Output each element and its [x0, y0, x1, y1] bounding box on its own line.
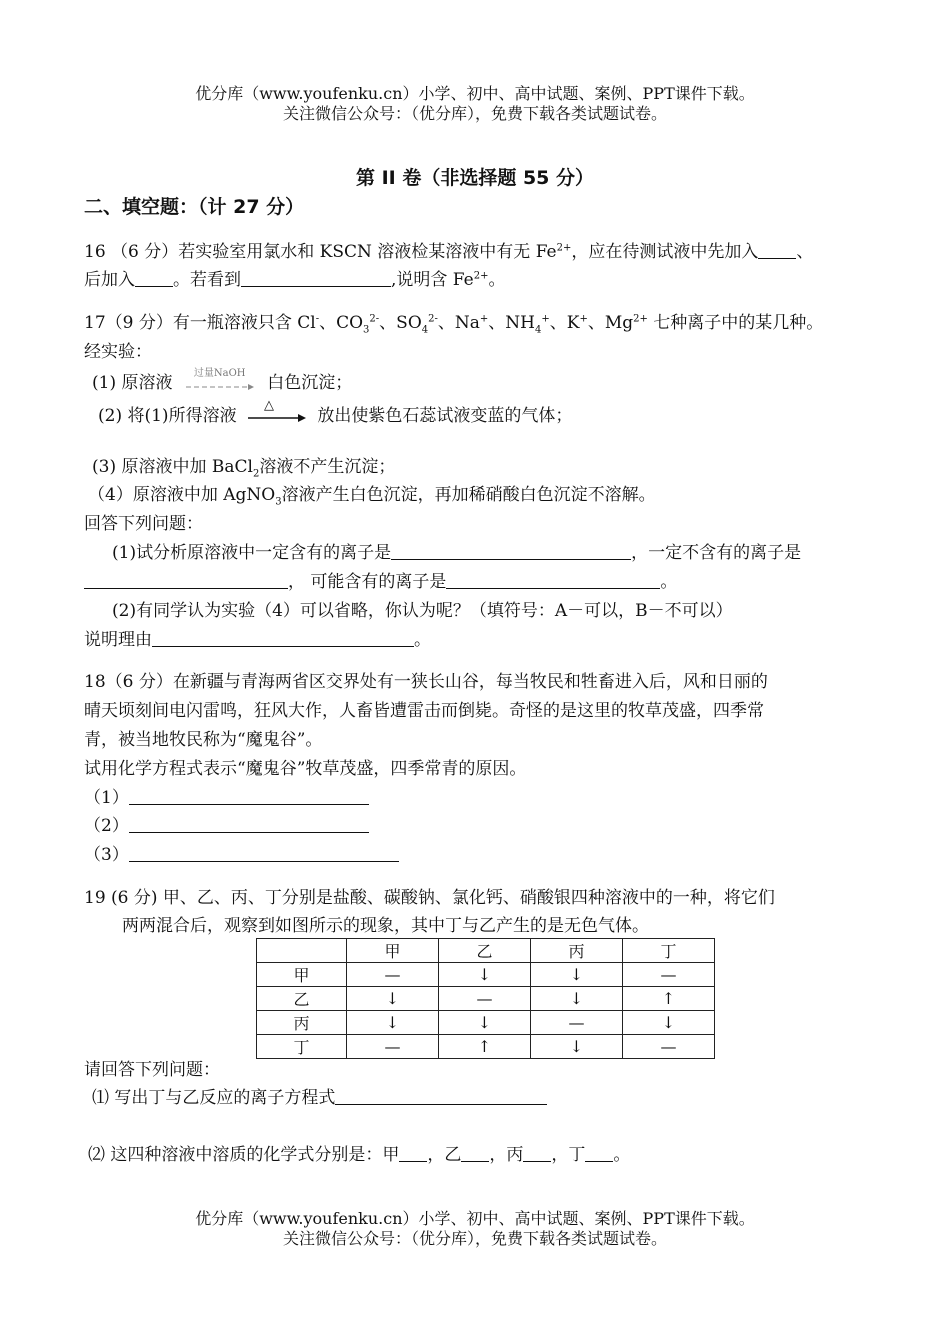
table-row [257, 1011, 715, 1035]
q18-blank-2[interactable] [129, 814, 369, 833]
q19-blank-ding[interactable] [585, 1143, 613, 1162]
q18-blank-1[interactable] [129, 786, 369, 805]
q17-experiment-1: (1) 原溶液 过量NaOH 白色沉淀； [92, 371, 352, 396]
q16-line-1: 16 （6 分）若实验室用氯水和 KSCN 溶液检某溶液中有无 $Fe^{2+}$，应在待测试液中先加入 、 [84, 242, 814, 262]
table-cell: ↑ [439, 1035, 531, 1059]
table-cell: 丁 [257, 1035, 347, 1059]
table-cell: 甲 [257, 963, 347, 987]
table-header-row [257, 939, 715, 963]
table-cell: ↓ [439, 963, 531, 987]
table-cell: ↑ [623, 987, 715, 1011]
table-header-cell: 甲 [347, 939, 439, 963]
q19-blank-jia[interactable] [399, 1143, 427, 1162]
table-cell: — [531, 1011, 623, 1035]
table-cell: ↓ [347, 1011, 439, 1035]
table-header-cell: 丁 [623, 939, 715, 963]
q18-line-3: 青，被当地牧民称为“魔鬼谷”。 [84, 730, 323, 750]
table-cell: — [439, 987, 531, 1011]
q19-blank-yi[interactable] [461, 1143, 489, 1162]
q17-blank-present[interactable] [391, 541, 631, 560]
q17-blank-absent[interactable] [84, 570, 288, 589]
q17-ask: 回答下列问题： [84, 514, 203, 534]
q18-answer-1: （1） [84, 786, 369, 810]
q17-part-1: (1)试分析原溶液中一定含有的离子是 ，一定不含有的离子是 [112, 543, 802, 563]
q17-experiment-2: (2) 将(1)所得溶液 △ 放出使紫色石蕊试液变蓝的气体； [98, 404, 572, 429]
table-cell: ↓ [439, 1011, 531, 1035]
q19-line-1: 19 (6 分) 甲、乙、丙、丁分别是盐酸、碳酸钠、氯化钙、硝酸银四种溶液中的一种，将它们 [84, 888, 775, 908]
q17-blank-possible[interactable] [446, 570, 660, 589]
q18-line-4: 试用化学方程式表示“魔鬼谷”牧草茂盛，四季常青的原因。 [84, 759, 527, 779]
table-row [257, 987, 715, 1011]
table-header-cell: 丙 [531, 939, 623, 963]
naoh-arrow-icon: 过量NaOH [184, 372, 256, 396]
q17-blank-reason[interactable] [152, 628, 414, 647]
q16-blank-second[interactable] [135, 268, 173, 287]
table-cell: ↓ [531, 963, 623, 987]
part-title: 第 II 卷（非选择题 55 分） [355, 167, 595, 189]
table-cell: ↓ [623, 1011, 715, 1035]
q19-blank-bing[interactable] [523, 1143, 551, 1162]
section-title: 二、填空题：（计 27 分） [84, 196, 305, 218]
table-cell: — [623, 1035, 715, 1059]
q19-part-1: ⑴ 写出丁与乙反应的离子方程式 [92, 1086, 547, 1110]
table-cell: — [347, 1035, 439, 1059]
table-cell: ↓ [531, 987, 623, 1011]
table-cell: ↓ [531, 1035, 623, 1059]
q17-experiment-4: （4）原溶液中加 AgNO$_3$溶液产生白色沉淀，再加稀硝酸白色沉淀不溶解。 [88, 485, 656, 508]
table-cell: ↓ [347, 987, 439, 1011]
q18-answer-3: （3） [84, 843, 399, 867]
q17-line-2: 经实验： [84, 342, 152, 362]
q17-part-1-cont: ， 可能含有的离子是 。 [84, 570, 677, 594]
q18-blank-3[interactable] [129, 843, 399, 862]
q16-blank-observation[interactable] [241, 268, 391, 287]
table-cell: — [623, 963, 715, 987]
table-row [257, 1035, 715, 1059]
q17-experiment-3: (3) 原溶液中加 BaCl$_2$溶液不产生沉淀； [92, 457, 396, 480]
q16-line-2: 后加入 。若看到 ,说明含 $Fe^{2+}$。 [84, 270, 506, 290]
q18-line-2: 晴天顷刻间电闪雷鸣，狂风大作，人畜皆遭雷击而倒毙。奇怪的是这里的牧草茂盛，四季常 [84, 701, 764, 721]
q17-reason: 说明理由 。 [84, 630, 431, 650]
table-cell: 乙 [257, 987, 347, 1011]
header-line-2: 关注微信公众号：（优分库），免费下载各类试题试卷。 [282, 104, 667, 123]
footer-line-2: 关注微信公众号：（优分库），免费下载各类试题试卷。 [282, 1229, 667, 1248]
table-cell: 丙 [257, 1011, 347, 1035]
q18-line-1: 18（6 分）在新疆与青海两省区交界处有一狭长山谷，每当牧民和牲畜进入后，风和日丽的 [84, 672, 768, 692]
reaction-table [256, 938, 715, 1059]
table-header-cell: 乙 [439, 939, 531, 963]
q19-blank-equation[interactable] [335, 1086, 547, 1105]
q17-line-1: 17（9 分）有一瓶溶液只含 Cl-、$CO_3^{2-}$、$SO_4^{2-}$、Na+、$NH_4^+$、K+、$Mg^{2+}$ 七种离子中的某几种。 [84, 313, 824, 336]
q19-ask: 请回答下列问题： [84, 1060, 220, 1080]
q19-line-2: 两两混合后，观察到如图所示的现象，其中丁与乙产生的是无色气体。 [122, 916, 649, 936]
heat-arrow-icon: △ [246, 405, 308, 429]
q16-blank-first[interactable] [758, 240, 796, 259]
q17-part-2: (2)有同学认为实验（4）可以省略，你认为呢？（填符号：A－可以，B－不可以） [112, 601, 733, 621]
table-cell: — [347, 963, 439, 987]
table-header-cell [257, 939, 347, 963]
table-row [257, 963, 715, 987]
header-line-1: 优分库（www.youfenku.cn）小学、初中、高中试题、案例、PPT课件下载。 [195, 84, 755, 103]
q18-answer-2: （2） [84, 814, 369, 838]
footer-line-1: 优分库（www.youfenku.cn）小学、初中、高中试题、案例、PPT课件下载。 [195, 1209, 755, 1228]
q19-part-2: ⑵ 这四种溶液中溶质的化学式分别是：甲 ，乙 ，丙 ，丁 。 [88, 1145, 631, 1165]
